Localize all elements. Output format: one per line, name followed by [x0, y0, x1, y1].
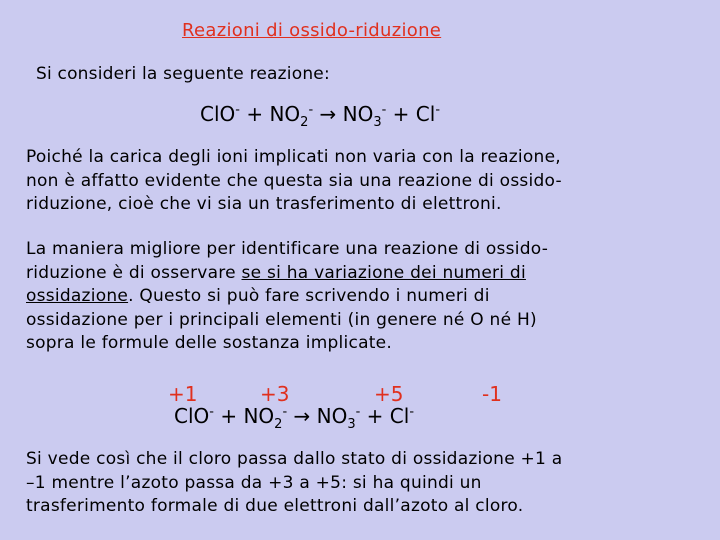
subscript: 3: [347, 417, 356, 432]
subscript: 2: [300, 115, 309, 130]
charge: -: [409, 404, 415, 420]
paragraph-line: sopra le formule delle sostanza implicate.: [26, 333, 393, 353]
formula-clo: ClO: [174, 404, 210, 428]
paragraph-line: [26, 262, 548, 286]
subscript: 3: [373, 115, 382, 130]
formula-cl: Cl: [415, 102, 436, 126]
oxidation-number: +5: [374, 382, 404, 406]
text-span: riduzione è di osservare: [26, 262, 242, 283]
formula-cl: Cl: [389, 404, 410, 428]
underlined-text: ossidazione: [26, 286, 129, 306]
paragraph-3: [26, 448, 562, 519]
paragraph-line: [26, 285, 548, 309]
subscript: 2: [274, 417, 283, 432]
oxidation-number: +1: [168, 382, 198, 406]
formula-no2: NO: [243, 404, 275, 428]
charge: -: [308, 102, 314, 118]
underlined-text: se si ha variazione dei numeri di: [241, 262, 526, 283]
plus-sign: +: [246, 102, 264, 126]
charge: -: [381, 102, 387, 118]
charge: -: [435, 102, 441, 118]
paragraph-line: non è affatto evidente che questa sia una reazione di ossido-: [26, 170, 562, 191]
reaction-arrow-icon: →: [293, 404, 311, 428]
paragraph-line: riduzione, cioè che vi sia un trasferimento di elettroni.: [26, 194, 502, 214]
plus-sign: +: [366, 404, 384, 428]
plus-sign: +: [220, 404, 238, 428]
paragraph-line: –1 mentre l’azoto passa da +3 a +5: si ha quindi un: [26, 472, 482, 493]
charge: -: [209, 404, 214, 420]
paragraph-line: Poiché la carica degli ioni implicati non varia con la reazione,: [26, 147, 561, 167]
formula-no2: NO: [269, 102, 301, 126]
formula-clo: ClO: [200, 102, 236, 126]
paragraph-2: [26, 238, 548, 356]
equation-1: [200, 102, 440, 130]
charge: -: [355, 404, 361, 420]
formula-no3: NO: [316, 404, 348, 428]
reaction-arrow-icon: →: [319, 102, 337, 126]
charge: -: [235, 102, 240, 118]
plus-sign: +: [392, 102, 410, 126]
paragraph-1: [26, 146, 562, 217]
paragraph-line: Si vede così che il cloro passa dallo stato di ossidazione +1 a: [26, 449, 563, 469]
text-span: . Questo si può fare scrivendo i numeri di: [128, 286, 490, 306]
formula-no3: NO: [342, 102, 374, 126]
paragraph-line: trasferimento formale di due elettroni dall’azoto al cloro.: [26, 496, 524, 516]
paragraph-line: La maniera migliore per identificare una reazione di ossido-: [26, 239, 549, 259]
intro-text: Si consideri la seguente reazione:: [36, 64, 330, 84]
oxidation-number: +3: [260, 382, 290, 406]
equation-2: [174, 404, 414, 432]
page-title: Reazioni di ossido-riduzione: [182, 20, 442, 41]
charge: -: [282, 404, 288, 420]
oxidation-number: -1: [482, 382, 502, 406]
paragraph-line: ossidazione per i principali elementi (in genere né O né H): [26, 309, 537, 330]
